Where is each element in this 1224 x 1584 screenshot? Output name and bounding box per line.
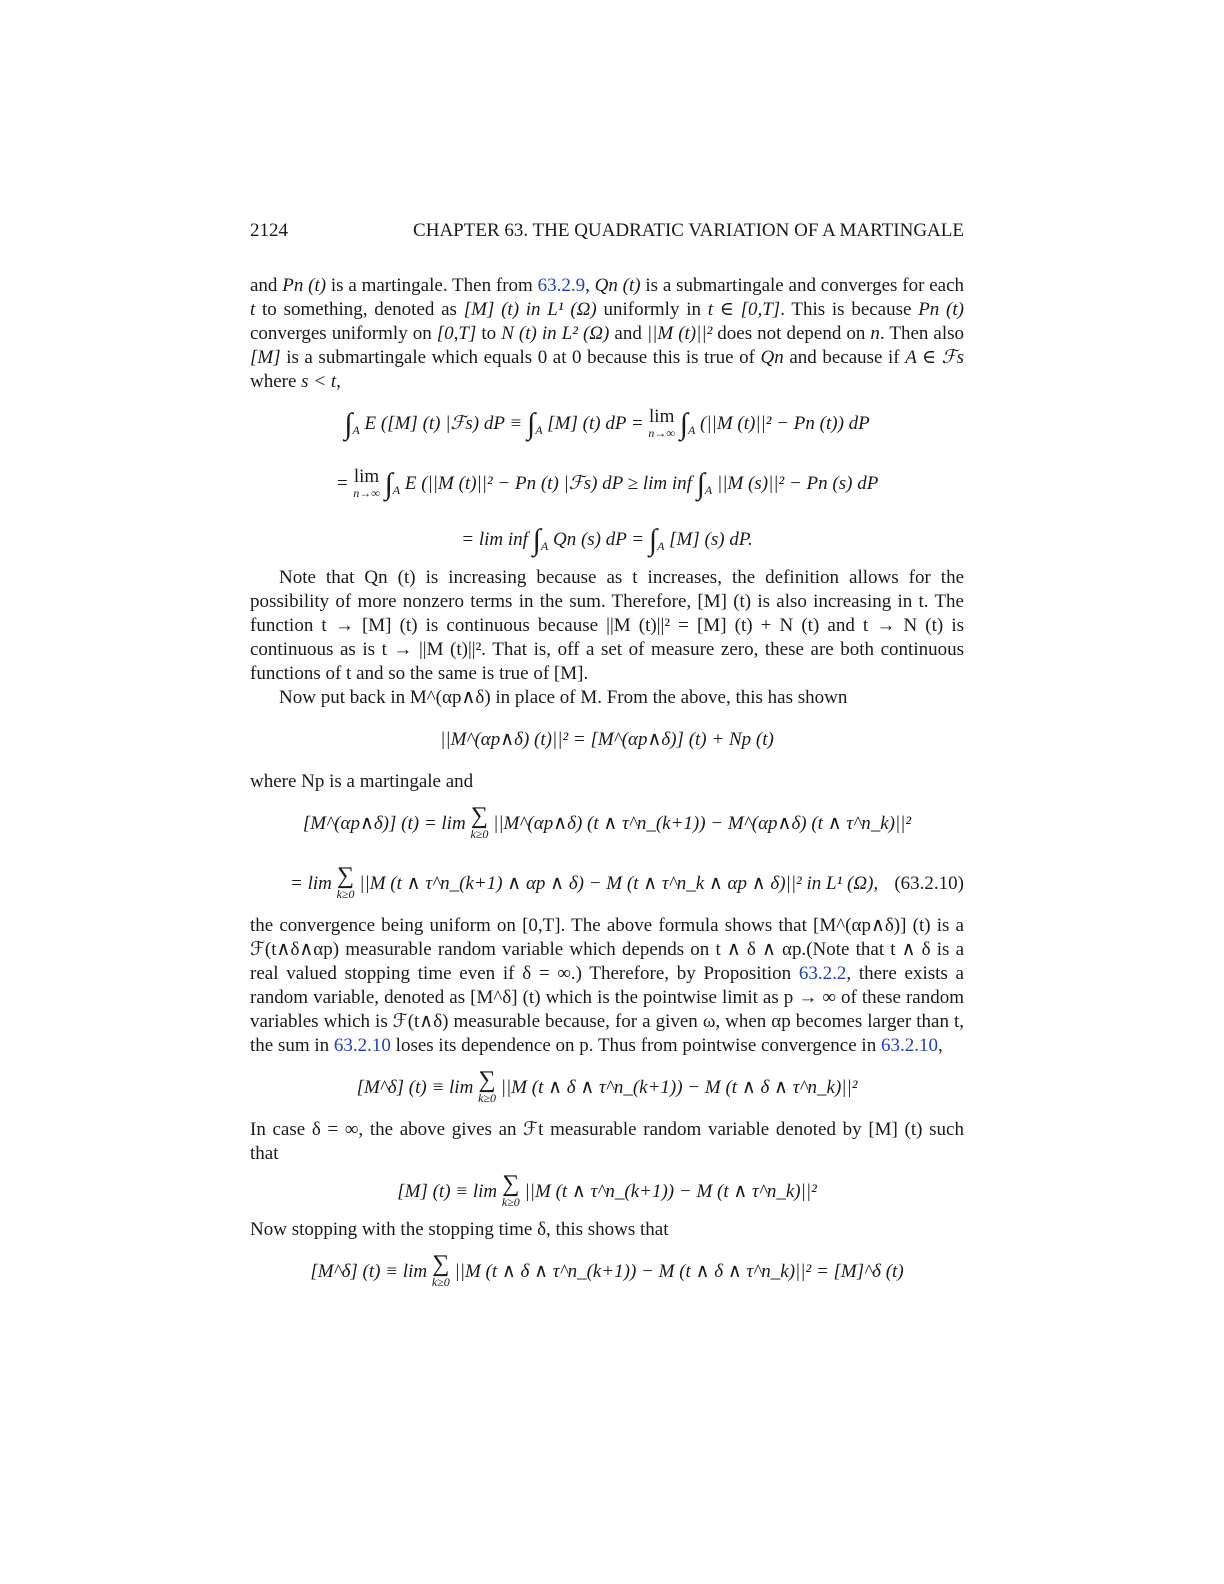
equation-link[interactable]: 63.2.10 — [333, 1035, 391, 1056]
page-number: 2124 — [250, 220, 288, 241]
equation-63-2-10: = lim ∑ k≥0 ||M (t ∧ τ^n_(k+1) ∧ αp ∧ δ) − M (t ∧ τ^n_k ∧ αp ∧ δ)||² in L¹ (Ω), (63.2.10) — [250, 854, 964, 914]
chapter-title: CHAPTER 63. THE QUADRATIC VARIATION OF A MARTINGALE — [413, 220, 964, 241]
document-page — [250, 214, 964, 1302]
paragraph-2: Note that Qn (t) is increasing because as t increases, the definition allows for the possibility of more nonzero terms in the sum. Therefore, [M] (t) is also increasing in t. The function t → [M] (t) is continuous because ||M (t)||² = [M] (t) + N (t) and t → N (t) is continuous as is t → ||M (t)||². That is, off a set of measure zero, these are both continuous functions of t and so the same is true of [M]. — [250, 567, 964, 684]
equation-stopped-bracket: [M^δ] (t) ≡ lim ∑ k≥0 ||M (t ∧ δ ∧ τ^n_(k+1)) − M (t ∧ δ ∧ τ^n_k)||² = [M]^δ (t) — [310, 1250, 904, 1289]
paragraph-7: Now stopping with the stopping time δ, this shows that — [250, 1219, 669, 1240]
equation-bracket-stopped: [M^(αp∧δ)] (t) = lim ∑ k≥0 ||M^(αp∧δ) (t ∧ τ^n_(k+1)) − M^(αp∧δ) (t ∧ τ^n_k)||² — [302, 802, 912, 841]
equation-bracket-delta: [M^δ] (t) ≡ lim ∑ k≥0 ||M (t ∧ δ ∧ τ^n_(k+1)) − M (t ∧ δ ∧ τ^n_k)||² — [356, 1066, 858, 1105]
equation-number: (63.2.10) — [894, 873, 964, 894]
paragraph-5: the convergence being uniform on [0,T]. The above formula shows that [M^(αp∧δ)] (t) is a ℱ(t∧δ∧αp) measurable random variable which depends on t ∧ δ ∧ αp.(Note that t ∧ δ is a real valued stopping time even if δ = ∞.) Therefore, by Proposition 63.2.2, there exists a random variable, denoted as [M^δ] (t) which is the pointwise limit as p → ∞ of these random variables which is ℱ(t∧δ) measurable because, for a given ω, when αp becomes larger than t, the sum in 63.2.10 loses its dependence on p. Thus from pointwise convergence in 63.2.10, — [250, 915, 964, 1056]
paragraph-3: Now put back in M^(αp∧δ) in place of M. From the above, this has shown — [279, 687, 848, 708]
paragraph-4: where Np is a martingale and — [250, 771, 474, 792]
equation-integral-3: = lim inf $\int_A$ Qn (s) dP = $\int_A$ [M] (s) dP. — [461, 523, 753, 557]
page-header — [250, 214, 964, 248]
equation-link[interactable]: 63.2.10 — [880, 1035, 938, 1056]
equation-integral-2: = lim n→∞ $\int_A$ E (||M (t)||² − Pn (t) |ℱs) dP ≥ lim inf $\int_A$ ||M (s)||² − Pn (s) dP — [335, 465, 879, 501]
proposition-link[interactable]: 63.2.2 — [798, 963, 847, 984]
equation-integral-1: $\int_A$ E ([M] (t) |ℱs) dP ≡ $\int_A$ [M] (t) dP = lim n→∞ $\int_A$ (||M (t)||² − Pn (t)) dP — [344, 405, 870, 441]
equation-norm-identity: ||M^(αp∧δ) (t)||² = [M^(αp∧δ)] (t) + Np (t) — [440, 729, 774, 750]
equation-bracket-M: [M] (t) ≡ lim ∑ k≥0 ||M (t ∧ τ^n_(k+1)) − M (t ∧ τ^n_k)||² — [397, 1170, 817, 1209]
paragraph-1: and Pn (t) is a martingale. Then from 63.2.9, Qn (t) is a submartingale and converges for each t to something, denoted as [M] (t) in L¹ (Ω) uniformly in t ∈ [0,T]. This is because Pn (t) converges uniformly on [0,T] to N (t) in L² (Ω) and ||M (t)||² does not depend on n. Then also [M] is a submartingale which equals 0 at 0 because this is true of Qn and because if A ∈ ℱs where s < t, — [250, 275, 965, 392]
paragraph-6: In case δ = ∞, the above gives an ℱt measurable random variable denoted by [M] (t) such that — [250, 1119, 964, 1164]
equation-link[interactable]: 63.2.9 — [537, 275, 586, 296]
